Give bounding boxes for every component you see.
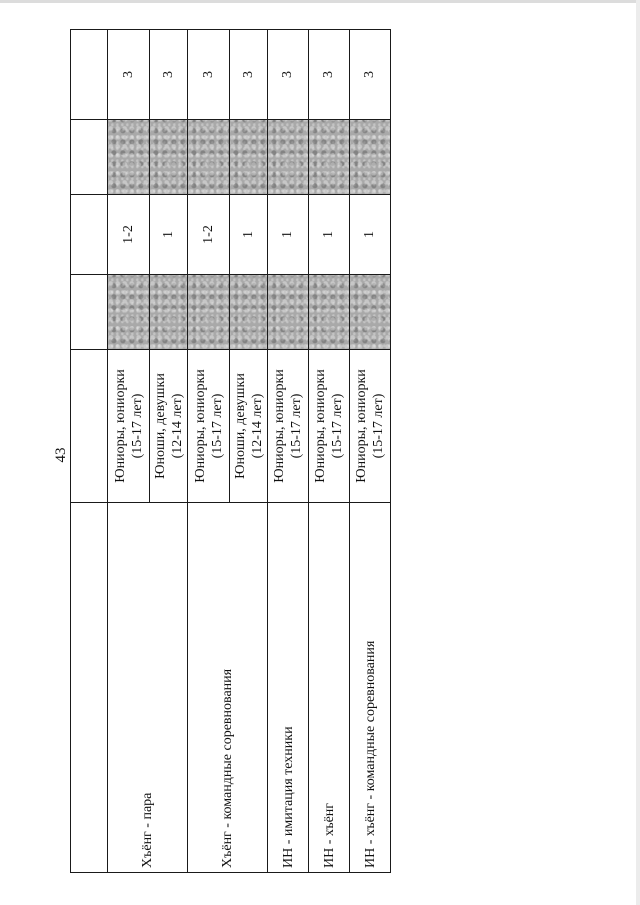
shaded-cell [108,120,150,195]
age-group-label: Юноши, девушки [152,373,168,479]
points-cell: 3 [268,30,309,120]
age-group-label: Юниоры, юниорки [272,369,287,483]
shaded-cell [230,275,268,350]
sport-name-cell: ИН - хъёнг [309,503,350,873]
points-cell: 3 [230,30,268,120]
sport-name-cell: Хъёнг - пара [108,503,188,873]
sport-name-cell: ИН - имитация техники [268,503,309,873]
age-range-label: (12-14 лет) [249,393,265,459]
scan-edge-right [636,0,640,905]
age-range-label: (12-14 лет) [169,393,185,459]
table-row [268,30,309,873]
points-cell: 3 [350,30,391,120]
age-group-label: Юниоры, юниорки [192,369,208,483]
age-group-label: Юниоры, юниорки [313,369,328,483]
shaded-cell [108,275,150,350]
points-cell: 3 [188,30,230,120]
count-cell: 1 [268,195,309,275]
table-row-empty [71,30,108,873]
shaded-cell [188,275,230,350]
empty-cell [71,120,108,195]
sport-name-cell: Хъёнг - командные соревнования [188,503,268,873]
shaded-cell [188,120,230,195]
shaded-cell [150,275,188,350]
count-cell: 1-2 [188,195,230,275]
scan-edge-top [0,0,640,3]
age-group-cell [108,350,150,503]
points-cell: 3 [108,30,150,120]
count-cell: 1 [350,195,391,275]
page-number: 43 [53,447,69,463]
count-cell: 1-2 [108,195,150,275]
age-range-label: (15-17 лет) [371,393,386,459]
empty-cell [71,275,108,350]
shaded-cell [309,275,350,350]
competition-table [70,29,391,873]
age-range-label: (15-17 лет) [209,393,225,459]
age-group-cell [230,350,268,503]
table-row [108,30,150,873]
shaded-cell [350,120,391,195]
shaded-cell [268,120,309,195]
empty-cell [71,195,108,275]
age-range-label: (15-17 лет) [129,393,145,459]
table-row [309,30,350,873]
age-group-cell [188,350,230,503]
sport-name-cell: ИН - хъёнг - командные соревнования [350,503,391,873]
age-group-label: Юниоры, юниорки [354,369,369,483]
age-range-label: (15-17 лет) [289,393,304,459]
shaded-cell [350,275,391,350]
age-group-cell [309,350,350,503]
empty-cell [71,350,108,503]
age-group-cell [350,350,391,503]
shaded-cell [309,120,350,195]
shaded-cell [150,120,188,195]
count-cell: 1 [309,195,350,275]
age-group-cell [268,350,309,503]
age-group-cell [150,350,188,503]
table-row [350,30,391,873]
shaded-cell [268,275,309,350]
points-cell: 3 [309,30,350,120]
points-cell: 3 [150,30,188,120]
table-frame [70,30,386,873]
empty-cell [71,30,108,120]
count-cell: 1 [150,195,188,275]
age-range-label: (15-17 лет) [330,393,345,459]
empty-cell [71,503,108,873]
shaded-cell [230,120,268,195]
count-cell: 1 [230,195,268,275]
age-group-label: Юноши, девушки [232,373,248,479]
age-group-label: Юниоры, юниорки [112,369,128,483]
table-row [188,30,230,873]
